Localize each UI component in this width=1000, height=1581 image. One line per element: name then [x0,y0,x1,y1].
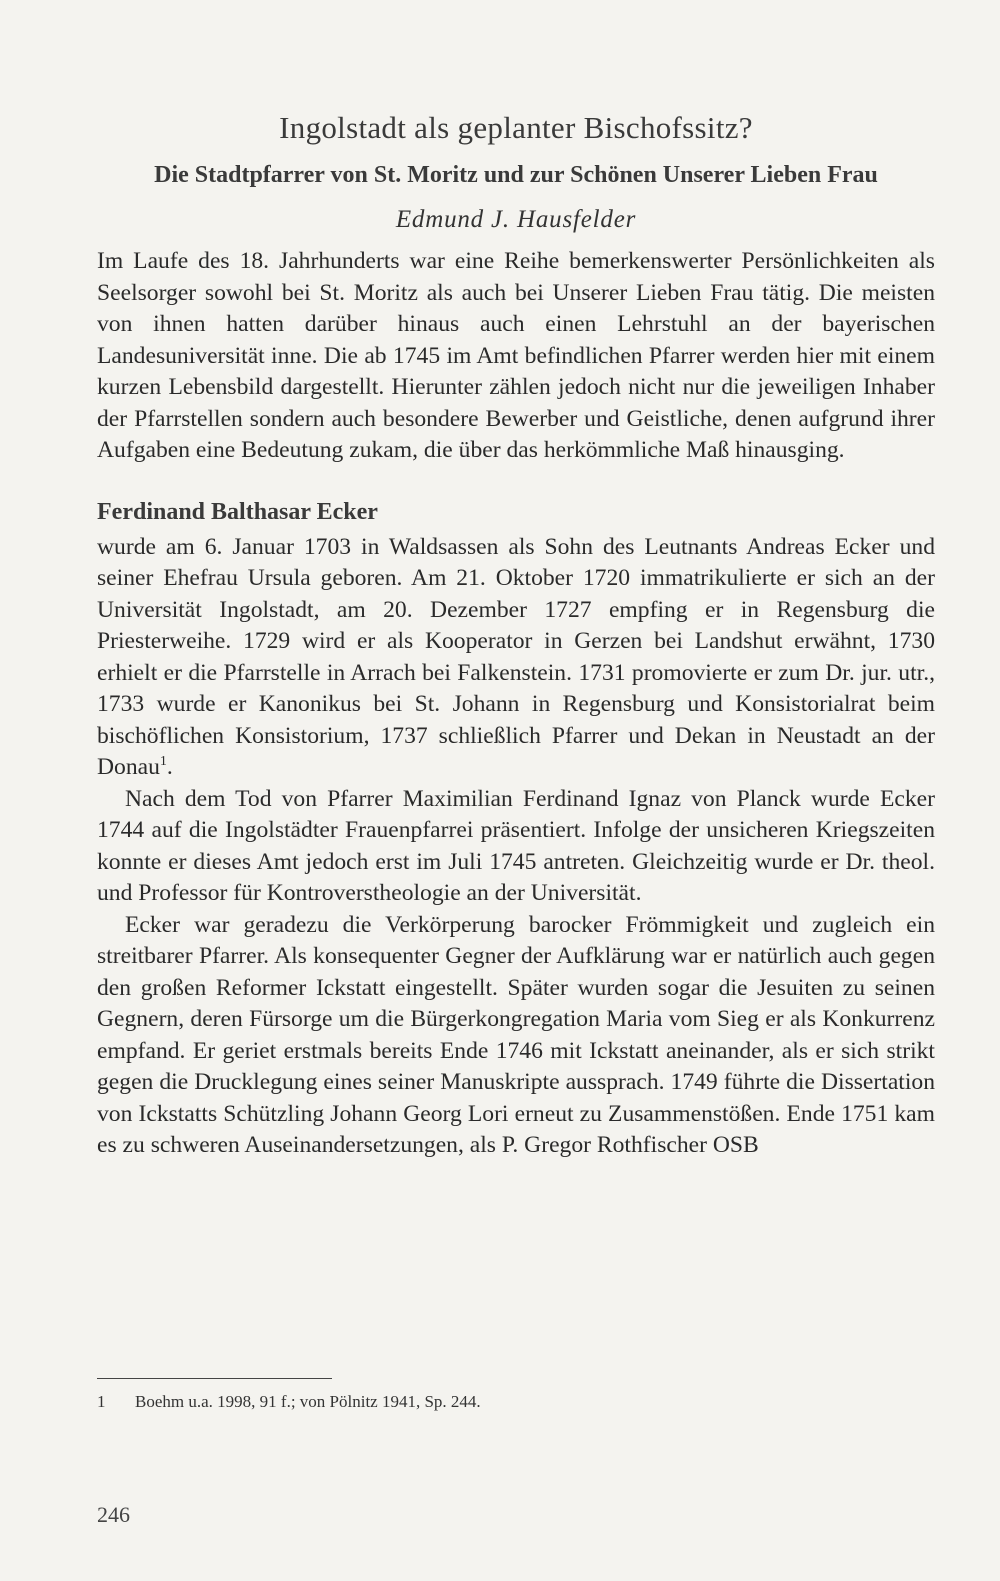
footnote-text: Boehm u.a. 1998, 91 f.; von Pölnitz 1941, Sp. 244. [135,1392,481,1411]
section-paragraph-1-end: . [166,754,173,780]
section-heading: Ferdinand Balthasar Ecker [97,498,378,525]
footnote [97,1392,481,1412]
section-paragraph-1-text: wurde am 6. Januar 1703 in Waldsassen als Sohn des Leutnants Andreas Ecker und seiner Ehefrau Ursula geboren. Am 21. Oktober 1720 immatrikulierte er sich an der Universität Ingolstadt, am 20. Dezember 1727 empfing er in Regensburg die Priesterweihe. 1729 wird er als Kooperator in Gerzen bei Landshut erwähnt, 1730 erhielt er die Pfarrstelle in Arrach bei Falkenstein. 1731 promovierte er zum Dr. jur. utr., 1733 wurde er Kanonikus bei St. Johann in Regensburg und Konsistorialrat beim bischöflichen Konsistorium, 1737 schließlich Pfarrer und Dekan in Neustadt an der Donau [97,533,935,780]
main-text-block [97,110,935,1162]
author-name: Edmund J. Hausfelder [395,206,637,233]
section-paragraph-3: Ecker war geradezu die Verkörperung barocker Frömmigkeit und zugleich ein streitbarer Pfarrer. Als konsequenter Gegner der Aufklärung war er natürlich auch gegen den großen Reformer Ickstatt eingestellt. Später wurden sogar die Jesuiten zu seinen Gegnern, deren Fürsorge um die Bürgerkongregation Maria vom Sieg er als Konkurrenz empfand. Er geriet erstmals bereits Ende 1746 mit Ickstatt aneinander, als er sich strikt gegen die Drucklegung eines seiner Manuskripte aussprach. 1749 führte die Dissertation von Ickstatts Schützling Johann Georg Lori erneut zu Zusammenstößen. Ende 1751 kam es zu schweren Auseinandersetzungen, als P. Gregor Rothfischer OSB [97,911,935,1158]
intro-paragraph: Im Laufe des 18. Jahrhunderts war eine Reihe bemerkenswerter Persönlichkeiten als Seelsorger sowohl bei St. Moritz als auch bei Unserer Lieben Frau tätig. Die meisten von ihnen hatten darüber hinaus auch einen Lehrstuhl an der bayerischen Landesuniversität inne. Die ab 1745 im Amt befindlichen Pfarrer werden hier mit einem kurzen Lebensbild dargestellt. Hierunter zählen jedoch nicht nur die jeweiligen Inhaber der Pfarrstellen sondern auch besondere Bewerber und Geistliche, denen aufgrund ihrer Aufgaben eine Bedeutung zukam, die über das herkömmliche Maß hinausging. [97,248,935,463]
footnote-number: 1 [97,1392,106,1411]
section-paragraph-2: Nach dem Tod von Pfarrer Maximilian Ferdinand Ignaz von Planck wurde Ecker 1744 auf die Ingolstädter Frauenpfarrei präsentiert. Infolge der unsicheren Kriegszeiten konnte er dieses Amt jedoch erst im Juli 1745 antreten. Gleichzeitig wurde er Dr. theol. und Professor für Kontroverstheologie an der Universität. [97,785,935,906]
section-paragraph-1 [97,532,935,784]
page-number: 246 [97,1502,130,1527]
article-title: Ingolstadt als geplanter Bischofssitz? [279,110,753,145]
article-subtitle: Die Stadtpfarrer von St. Moritz und zur Schönen Unserer Lieben Frau [154,162,878,188]
footnote-reference: 1 [159,754,167,770]
footnote-divider [97,1378,332,1379]
